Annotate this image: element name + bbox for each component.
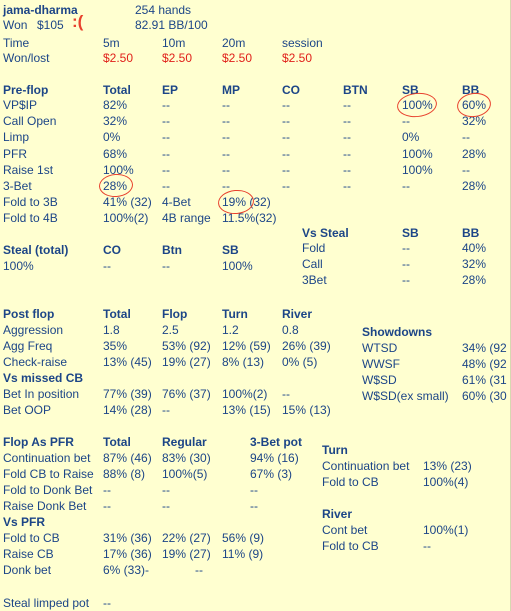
postflop-header-flop: Flop — [162, 307, 188, 321]
preflop-cell: 32% — [462, 114, 487, 128]
vs-steal-cell: -- — [402, 273, 410, 287]
vs-pfr-title: Vs PFR — [3, 515, 46, 529]
postflop-header-turn: Turn — [222, 307, 248, 321]
won-value: $105 — [37, 18, 64, 32]
preflop-cell: -- — [402, 114, 410, 128]
flop-pfr-cell: -- — [162, 483, 170, 497]
preflop-header-btn: BTN — [343, 83, 368, 97]
vs-missed-row-label: Bet In position — [3, 387, 80, 401]
flop-pfr-header-3bet: 3-Bet pot — [250, 435, 302, 449]
river-value: 100%(1) — [423, 523, 469, 537]
time-label: Time — [3, 36, 30, 50]
preflop-cell: -- — [462, 163, 470, 177]
vs-missed-cell: -- — [162, 403, 170, 417]
preflop-cell: -- — [282, 163, 290, 177]
four-bet-label: 4-Bet — [162, 195, 191, 209]
flop-pfr-cell: -- — [250, 483, 258, 497]
steal-title: Steal (total) — [3, 243, 69, 257]
preflop-cell: -- — [162, 114, 170, 128]
flop-pfr-row-label: Continuation bet — [3, 451, 91, 465]
preflop-cell: -- — [162, 98, 170, 112]
river-value: -- — [423, 539, 431, 553]
preflop-cell: 68% — [103, 147, 128, 161]
preflop-title: Pre-flop — [3, 83, 49, 97]
turn-row-label: Fold to CB — [322, 475, 379, 489]
flop-pfr-title: Flop As PFR — [3, 435, 74, 449]
preflop-cell: -- — [222, 163, 230, 177]
showdown-row-label: W$SD(ex small) — [362, 389, 449, 403]
river-row-label: Cont bet — [322, 523, 368, 537]
preflop-header-co: CO — [282, 83, 300, 97]
vs-missed-cell: 14% (28) — [103, 403, 152, 417]
preflop-cell: -- — [282, 130, 290, 144]
flop-pfr-row-label: Fold to Donk Bet — [3, 483, 93, 497]
preflop-header-ep: EP — [162, 83, 179, 97]
steal-limped-value: -- — [103, 596, 111, 610]
flop-pfr-cell: 94% (16) — [250, 451, 299, 465]
preflop-cell: 0% — [103, 130, 121, 144]
vs-steal-cell: -- — [402, 241, 410, 255]
vs-pfr-cell: -- — [195, 563, 203, 577]
postflop-row-label: Aggression — [3, 323, 64, 337]
preflop-header-mp: MP — [222, 83, 240, 97]
period-20m: 20m — [222, 36, 246, 50]
postflop-title: Post flop — [3, 307, 55, 321]
flop-pfr-row-label: Raise Donk Bet — [3, 499, 87, 513]
postflop-cell: 19% (27) — [162, 355, 211, 369]
preflop-cell: -- — [282, 179, 290, 193]
wonlost-5m: $2.50 — [103, 51, 134, 65]
flop-pfr-cell: 87% (46) — [103, 451, 152, 465]
four-bet-value: 19% (32) — [222, 195, 271, 209]
fold-to-4b-value: 100%(2) — [103, 211, 149, 225]
postflop-cell: 0% (5) — [282, 355, 318, 369]
flop-pfr-cell: 100%(5) — [162, 467, 208, 481]
fold-to-3b-label: Fold to 3B — [3, 195, 58, 209]
turn-title: Turn — [322, 443, 348, 457]
steal-cell: 100% — [222, 259, 253, 273]
vs-steal-title: Vs Steal — [302, 226, 349, 240]
turn-row-label: Continuation bet — [322, 459, 410, 473]
preflop-cell: 0% — [402, 130, 420, 144]
preflop-cell: 82% — [103, 98, 128, 112]
preflop-cell: -- — [462, 130, 470, 144]
vs-steal-row-label: 3Bet — [302, 273, 327, 287]
preflop-cell: -- — [222, 130, 230, 144]
vs-missed-cell: 15% (13) — [282, 403, 331, 417]
player-name: jama-dharma — [3, 3, 78, 17]
preflop-cell: -- — [343, 130, 351, 144]
vs-pfr-cell: 11% (9) — [222, 547, 264, 561]
turn-value: 100%(4) — [423, 475, 469, 489]
preflop-cell: -- — [162, 130, 170, 144]
postflop-cell: 0.8 — [282, 323, 299, 337]
flop-pfr-cell: -- — [250, 499, 258, 513]
showdown-value: 34% (92 — [462, 341, 507, 355]
wonlost-10m: $2.50 — [162, 51, 193, 65]
flop-pfr-cell: 83% (30) — [162, 451, 211, 465]
bb-per-100: 82.91 BB/100 — [135, 18, 208, 32]
preflop-cell: -- — [343, 163, 351, 177]
wonlost-20m: $2.50 — [222, 51, 253, 65]
vs-steal-row-label: Call — [302, 257, 323, 271]
preflop-cell: 32% — [103, 114, 128, 128]
postflop-cell: 35% — [103, 339, 128, 353]
period-5m: 5m — [103, 36, 120, 50]
postflop-cell: 26% (39) — [282, 339, 331, 353]
preflop-row-label: Call Open — [3, 114, 57, 128]
vs-pfr-row-label: Raise CB — [3, 547, 54, 561]
preflop-cell: 100% — [402, 147, 433, 161]
preflop-row-label: PFR — [3, 147, 27, 161]
vs-pfr-row-label: Fold to CB — [3, 531, 60, 545]
steal-cell: -- — [162, 259, 170, 273]
preflop-cell: 60% — [462, 98, 487, 112]
hands-count: 254 hands — [135, 3, 192, 17]
preflop-cell: -- — [343, 114, 351, 128]
preflop-cell: 100% — [402, 98, 433, 112]
vs-steal-cell: 28% — [462, 273, 487, 287]
vs-steal-cell: -- — [402, 257, 410, 271]
vs-pfr-cell: 22% (27) — [162, 531, 211, 545]
wonlost-session: $2.50 — [282, 51, 313, 65]
vs-steal-row-label: Fold — [302, 241, 326, 255]
vs-steal-cell: 32% — [462, 257, 487, 271]
postflop-cell: 1.8 — [103, 323, 120, 337]
period-10m: 10m — [162, 36, 186, 50]
preflop-cell: 28% — [103, 179, 128, 193]
vs-missed-cell: 77% (39) — [103, 387, 152, 401]
preflop-cell: -- — [343, 179, 351, 193]
preflop-row-label: Raise 1st — [3, 163, 54, 177]
four-bet-range-value: 11.5%(32) — [222, 211, 277, 225]
flop-pfr-cell: -- — [103, 483, 111, 497]
postflop-cell: 2.5 — [162, 323, 179, 337]
postflop-cell: 8% (13) — [222, 355, 265, 369]
vs-pfr-cell: 17% (36) — [103, 547, 152, 561]
flop-pfr-cell: -- — [103, 499, 111, 513]
vs-missed-cell: 13% (15) — [222, 403, 271, 417]
vs-pfr-cell: 6% (33)- — [103, 563, 150, 577]
showdown-row-label: WWSF — [362, 357, 400, 371]
flop-pfr-row-label: Fold CB to Raise — [3, 467, 94, 481]
preflop-cell: 100% — [103, 163, 134, 177]
steal-header-sb: SB — [222, 243, 239, 257]
preflop-row-label: 3-Bet — [3, 179, 32, 193]
preflop-cell: -- — [222, 98, 230, 112]
vs-steal-header-bb: BB — [462, 226, 480, 240]
steal-header-btn: Btn — [162, 243, 182, 257]
fold-to-4b-label: Fold to 4B — [3, 211, 58, 225]
flop-pfr-cell: 88% (8) — [103, 467, 146, 481]
vs-missed-cb-title: Vs missed CB — [3, 371, 84, 385]
steal-header-co: CO — [103, 243, 121, 257]
vs-pfr-row-label: Donk bet — [3, 563, 52, 577]
flop-pfr-cell: -- — [162, 499, 170, 513]
won-label: Won — [3, 18, 28, 32]
vs-missed-cell: 76% (37) — [162, 387, 211, 401]
preflop-row-label: VP$IP — [3, 98, 38, 112]
preflop-cell: -- — [343, 147, 351, 161]
steal-limped-label: Steal limped pot — [3, 596, 90, 610]
four-bet-range-label: 4B range — [162, 211, 211, 225]
preflop-cell: -- — [162, 163, 170, 177]
preflop-cell: 100% — [402, 163, 433, 177]
vs-missed-row-label: Bet OOP — [3, 403, 52, 417]
showdowns-title: Showdowns — [362, 325, 432, 339]
sad-face-annotation: :( — [72, 12, 84, 31]
fold-to-3b-value: 41% (32) — [103, 195, 152, 209]
steal-cell: -- — [103, 259, 111, 273]
vs-missed-cell: 100%(2) — [222, 387, 268, 401]
showdown-row-label: W$SD — [362, 373, 397, 387]
vs-pfr-cell: 31% (36) — [103, 531, 152, 545]
preflop-cell: -- — [162, 147, 170, 161]
preflop-cell: -- — [282, 147, 290, 161]
preflop-cell: -- — [402, 179, 410, 193]
postflop-row-label: Check-raise — [3, 355, 68, 369]
postflop-cell: 13% (45) — [103, 355, 152, 369]
postflop-header-total: Total — [103, 307, 131, 321]
vs-steal-header-sb: SB — [402, 226, 419, 240]
preflop-row-label: Limp — [3, 130, 30, 144]
preflop-cell: -- — [282, 114, 290, 128]
preflop-cell: 28% — [462, 179, 487, 193]
preflop-cell: -- — [222, 179, 230, 193]
showdown-value: 60% (30 — [462, 389, 507, 403]
flop-pfr-header-total: Total — [103, 435, 131, 449]
turn-value: 13% (23) — [423, 459, 472, 473]
showdown-value: 48% (92 — [462, 357, 507, 371]
preflop-header-total: Total — [103, 83, 131, 97]
wonlost-label: Won/lost — [3, 51, 50, 65]
steal-total-value: 100% — [3, 259, 34, 273]
vs-missed-cell: -- — [282, 387, 290, 401]
preflop-cell: -- — [282, 98, 290, 112]
preflop-cell: -- — [222, 114, 230, 128]
vs-steal-cell: 40% — [462, 241, 487, 255]
preflop-cell: -- — [343, 98, 351, 112]
river-row-label: Fold to CB — [322, 539, 379, 553]
postflop-cell: 53% (92) — [162, 339, 211, 353]
postflop-cell: 1.2 — [222, 323, 239, 337]
postflop-row-label: Agg Freq — [3, 339, 53, 353]
vs-pfr-cell: 19% (27) — [162, 547, 211, 561]
preflop-header-sb: SB — [402, 83, 419, 97]
preflop-header-bb: BB — [462, 83, 480, 97]
preflop-cell: -- — [162, 179, 170, 193]
preflop-cell: 28% — [462, 147, 487, 161]
postflop-cell: 12% (59) — [222, 339, 271, 353]
postflop-header-river: River — [282, 307, 313, 321]
flop-pfr-header-regular: Regular — [162, 435, 207, 449]
river-title: River — [322, 507, 353, 521]
preflop-cell: -- — [222, 147, 230, 161]
vs-pfr-cell: 56% (9) — [222, 531, 265, 545]
flop-pfr-cell: 67% (3) — [250, 467, 293, 481]
showdown-value: 61% (31 — [462, 373, 507, 387]
showdown-row-label: WTSD — [362, 341, 398, 355]
period-session: session — [282, 36, 323, 50]
